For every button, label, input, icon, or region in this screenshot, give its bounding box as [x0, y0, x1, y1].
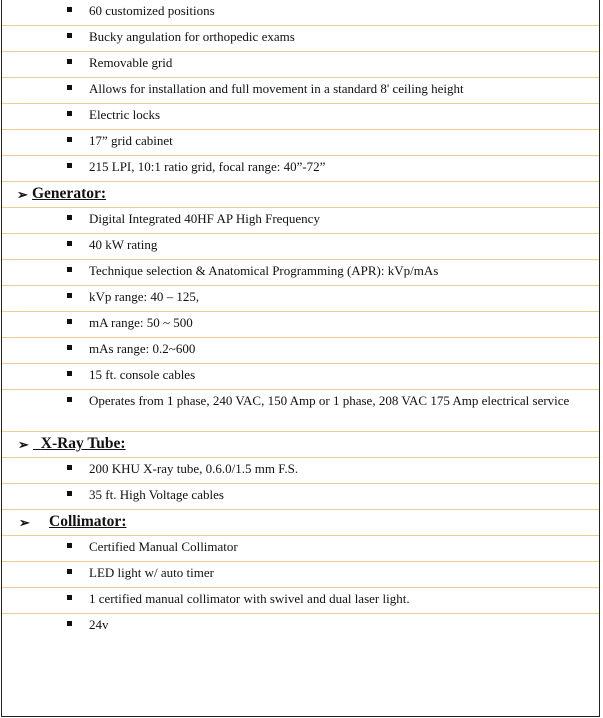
- arrow-bullet-icon: ➢: [17, 187, 28, 202]
- list-item: [2, 52, 599, 78]
- section-heading-xray-tube: [2, 432, 599, 458]
- list-item-text: 60 customized positions: [89, 3, 215, 18]
- list-item-text: Bucky angulation for orthopedic exams: [89, 29, 295, 44]
- list-item: [2, 536, 599, 562]
- list-item: [2, 390, 599, 432]
- list-item: [2, 484, 599, 510]
- list-item: [2, 588, 599, 614]
- bullet-icon: [67, 621, 72, 626]
- list-item-text: mAs range: 0.2~600: [89, 341, 196, 356]
- bullet-icon: [67, 345, 72, 350]
- list-item: [2, 130, 599, 156]
- list-item-text: kVp range: 40 – 125,: [89, 289, 200, 304]
- arrow-bullet-icon: ➢: [19, 515, 30, 530]
- list-item: [2, 104, 599, 130]
- bullet-icon: [67, 465, 72, 470]
- list-item: [2, 614, 599, 640]
- list-item-text: 17” grid cabinet: [89, 133, 173, 148]
- list-item: [2, 260, 599, 286]
- bullet-icon: [67, 241, 72, 246]
- list-item-text: 215 LPI, 10:1 ratio grid, focal range: 40”-72”: [89, 159, 326, 174]
- list-item-text: 24v: [89, 617, 109, 632]
- list-item: [2, 364, 599, 390]
- list-item-text: Certified Manual Collimator: [89, 539, 238, 554]
- spec-list: [2, 0, 599, 640]
- bullet-icon: [67, 137, 72, 142]
- bullet-icon: [67, 491, 72, 496]
- list-item-text: LED light w/ auto timer: [89, 565, 214, 580]
- bullet-icon: [67, 215, 72, 220]
- list-item-text: Operates from 1 phase, 240 VAC, 150 Amp or 1 phase, 208 VAC 175 Amp electrical service: [89, 393, 570, 408]
- bullet-icon: [67, 267, 72, 272]
- list-item: [2, 208, 599, 234]
- section-heading-generator: [2, 182, 599, 208]
- list-item: [2, 78, 599, 104]
- list-item: [2, 312, 599, 338]
- section-heading-text: X-Ray Tube:: [40, 435, 126, 452]
- list-item: [2, 234, 599, 260]
- section-heading-text: Generator:: [32, 185, 107, 202]
- list-item: [2, 26, 599, 52]
- list-item: [2, 458, 599, 484]
- document-page: [1, 0, 600, 717]
- bullet-icon: [67, 595, 72, 600]
- list-item-text: mA range: 50 ~ 500: [89, 315, 193, 330]
- list-item-text: Allows for installation and full movement in a standard 8' ceiling height: [89, 81, 464, 96]
- list-item-text: 35 ft. High Voltage cables: [89, 487, 224, 502]
- bullet-icon: [67, 397, 72, 402]
- bullet-icon: [67, 7, 72, 12]
- bullet-icon: [67, 543, 72, 548]
- section-heading-collimator: [2, 510, 599, 536]
- list-item-text: 1 certified manual collimator with swivel and dual laser light.: [89, 591, 410, 606]
- list-item-text: Technique selection & Anatomical Programming (APR): kVp/mAs: [89, 263, 439, 278]
- bullet-icon: [67, 163, 72, 168]
- list-item: [2, 286, 599, 312]
- list-item: [2, 562, 599, 588]
- list-item-text: 15 ft. console cables: [89, 367, 196, 382]
- bullet-icon: [67, 59, 72, 64]
- bullet-icon: [67, 85, 72, 90]
- list-item: [2, 0, 599, 26]
- list-item-text: 200 KHU X-ray tube, 0.6.0/1.5 mm F.S.: [89, 461, 299, 476]
- bullet-icon: [67, 569, 72, 574]
- list-item-text: Electric locks: [89, 107, 161, 122]
- bullet-icon: [67, 371, 72, 376]
- list-item-text: Digital Integrated 40HF AP High Frequency: [89, 211, 320, 226]
- bullet-icon: [67, 33, 72, 38]
- list-item-text: Removable grid: [89, 55, 173, 70]
- list-item: [2, 156, 599, 182]
- section-heading-text: Collimator:: [49, 513, 127, 530]
- list-item-text: 40 kW rating: [89, 237, 158, 252]
- list-item: [2, 338, 599, 364]
- bullet-icon: [67, 293, 72, 298]
- arrow-bullet-icon: ➢: [18, 437, 29, 452]
- bullet-icon: [67, 319, 72, 324]
- bullet-icon: [67, 111, 72, 116]
